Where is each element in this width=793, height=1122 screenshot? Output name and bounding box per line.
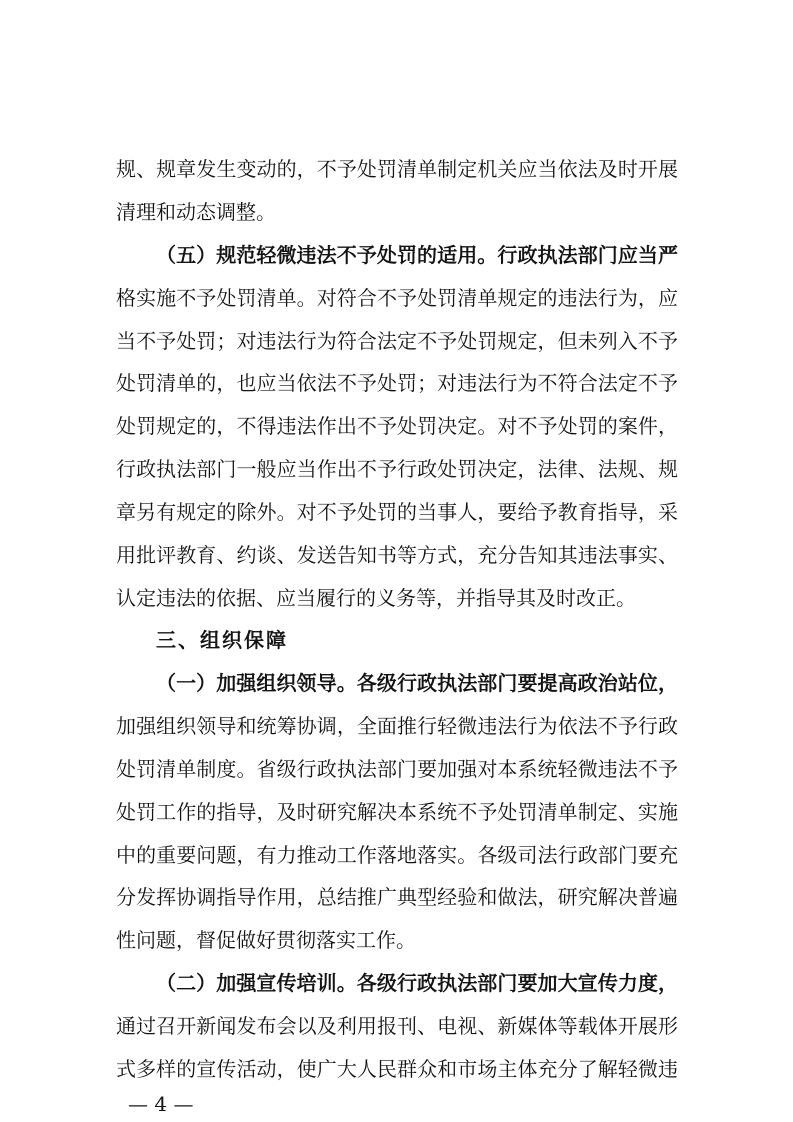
body-line: 性问题，督促做好贯彻落实工作。 <box>116 928 416 952</box>
body-line: 清理和动态调整。 <box>116 200 276 224</box>
body-line: 用批评教育、约谈、发送告知书等方式，充分告知其违法事实、 <box>116 543 678 567</box>
body-line: 处罚工作的指导，及时研究解决本系统不予处罚清单制定、实施 <box>116 800 678 824</box>
section-heading: 三、组织保障 <box>156 628 288 652</box>
section-lead-line: （五）规范轻微违法不予处罚的适用。行政执法部门应当严 <box>156 243 678 267</box>
section-lead-line: （二）加强宣传培训。各级行政执法部门要加大宣传力度， <box>156 971 678 995</box>
body-line: 当不予处罚；对违法行为符合法定不予处罚规定，但未列入不予 <box>116 329 678 353</box>
body-line: 加强组织领导和统筹协调，全面推行轻微违法行为依法不予行政 <box>116 714 678 738</box>
body-line: 认定违法的依据、应当履行的义务等，并指导其及时改正。 <box>116 586 636 610</box>
body-line: 通过召开新闻发布会以及利用报刊、电视、新媒体等载体开展形 <box>116 1014 678 1038</box>
body-line: 分发挥协调指导作用，总结推广典型经验和做法，研究解决普遍 <box>116 885 678 909</box>
body-line: 处罚规定的，不得违法作出不予处罚决定。对不予处罚的案件， <box>116 414 678 438</box>
section-lead-line: （一）加强组织领导。各级行政执法部门要提高政治站位， <box>156 671 678 695</box>
body-line: 中的重要问题，有力推动工作落地落实。各级司法行政部门要充 <box>116 843 678 867</box>
body-line: 行政执法部门一般应当作出不予行政处罚决定，法律、法规、规 <box>116 457 678 481</box>
body-line: 章另有规定的除外。对不予处罚的当事人，要给予教育指导，采 <box>116 500 678 524</box>
body-line: 格实施不予处罚清单。对符合不予处罚清单规定的违法行为，应 <box>116 286 678 310</box>
body-line: 处罚清单制度。省级行政执法部门要加强对本系统轻微违法不予 <box>116 757 678 781</box>
body-line: 式多样的宣传活动，使广大人民群众和市场主体充分了解轻微违 <box>116 1057 678 1081</box>
body-line: 规、规章发生变动的，不予处罚清单制定机关应当依法及时开展 <box>116 157 678 181</box>
page-number: — 4 — <box>128 1092 194 1116</box>
body-line: 处罚清单的，也应当依法不予处罚；对违法行为不符合法定不予 <box>116 371 678 395</box>
